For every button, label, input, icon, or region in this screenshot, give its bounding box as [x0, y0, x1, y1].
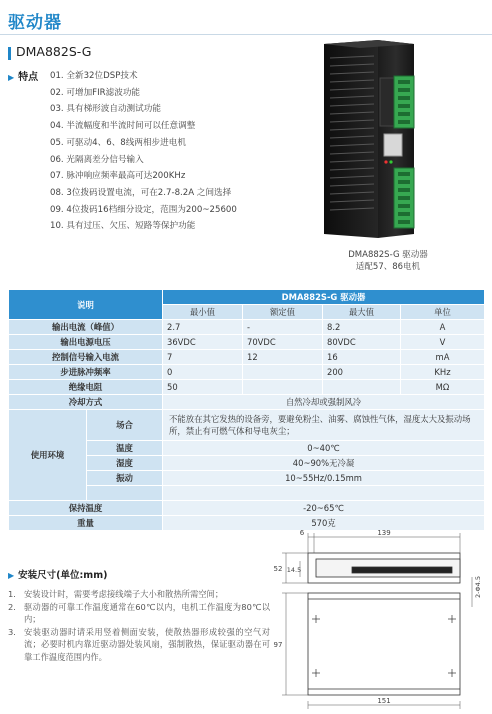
- table-row: [9, 501, 485, 516]
- dimension-drawing: [272, 527, 488, 709]
- row-label: 输出电流（峰值）: [9, 320, 163, 335]
- row-label: 绝缘电阻: [9, 380, 163, 395]
- dim-hole: 2-Φ4.5: [474, 576, 482, 598]
- env-value-spacer: [163, 486, 485, 501]
- cell-max: 200: [323, 365, 401, 380]
- cell-rated: 70VDC: [243, 335, 323, 350]
- feature-item: 05. 可驱动4、6、8线两相步进电机: [50, 137, 186, 148]
- table-row: [9, 365, 485, 380]
- cell-unit: mA: [401, 350, 485, 365]
- feature-item: 06. 光隔离差分信号输入: [50, 154, 144, 165]
- cell-max: [323, 380, 401, 395]
- row-label: 控制信号输入电流: [9, 350, 163, 365]
- feature-item: 08. 3位拨码设置电流，可在2.7-8.2A 之间选择: [50, 187, 232, 198]
- row-label-environment: 使用环境: [9, 410, 87, 501]
- env-value-humidity: 40~90%无冷凝: [163, 456, 485, 471]
- spec-header-group: DMA882S-G 驱动器: [163, 290, 485, 305]
- spec-header-description: 说明: [9, 290, 163, 320]
- dim-bottom-width: 151: [377, 697, 391, 705]
- env-label-place: 场合: [87, 410, 163, 441]
- cell-unit: KHz: [401, 365, 485, 380]
- env-value-place: 不能放在其它发热的设备旁，要避免粉尘、油雾、腐蚀性气体，湿度太大及振动场所，禁止有可燃气体和导电灰尘；: [163, 410, 485, 441]
- model-marker: [8, 47, 11, 60]
- env-label-temperature: 温度: [87, 441, 163, 456]
- model-name: DMA882S-G: [16, 44, 92, 59]
- table-row: [9, 350, 485, 365]
- spec-header-min: 最小值: [163, 305, 243, 320]
- triangle-bullet-icon: ▶: [8, 571, 15, 580]
- env-label-humidity: 湿度: [87, 456, 163, 471]
- cell-min: 36VDC: [163, 335, 243, 350]
- install-title-text: 安装尺寸(单位:mm): [18, 570, 108, 581]
- env-label-spacer: [87, 486, 163, 501]
- feature-item: 03. 具有梯形波自动测试功能: [50, 104, 161, 115]
- cell-unit: A: [401, 320, 485, 335]
- cell-min: 2.7: [163, 320, 243, 335]
- feature-item: 10. 具有过压、欠压、短路等保护功能: [50, 221, 196, 232]
- spec-header-rated: 额定值: [243, 305, 323, 320]
- cell-rated: 12: [243, 350, 323, 365]
- table-row: [9, 410, 485, 441]
- dim-inner-height: 14.5: [286, 566, 302, 574]
- dim-left-offset: 6: [299, 529, 305, 537]
- feature-item: 04. 半流幅度和半流时间可以任意调整: [50, 121, 196, 132]
- driver-product-image: [316, 38, 456, 244]
- cooling-value: 自然冷却或强制风冷: [163, 395, 485, 410]
- note-number: 2.: [8, 601, 16, 612]
- dim-side-height: 52: [273, 565, 283, 573]
- row-label: 步进脉冲频率: [9, 365, 163, 380]
- feature-item: 09. 4位拨码16档细分设定，范围为200~25600: [50, 204, 237, 215]
- triangle-bullet-icon: ▶: [8, 73, 15, 82]
- note-text: 安装设计时，需要考虑接线端子大小和散热所需空间；: [24, 589, 224, 599]
- note-text: 驱动器的可靠工作温度通常在60℃以内，电机工作温度为80℃以内；: [24, 601, 270, 624]
- cell-rated: -: [243, 320, 323, 335]
- cell-rated: [243, 380, 323, 395]
- title-divider: [0, 34, 492, 35]
- spec-table: [8, 289, 485, 531]
- note-number: 3.: [8, 626, 16, 637]
- product-caption-motor: 适配57、86电机: [355, 262, 421, 272]
- feature-item: 02. 可增加FIR滤波功能: [50, 87, 141, 98]
- table-row: [9, 320, 485, 335]
- page-title: 驱动器: [8, 13, 62, 33]
- feature-list: [50, 68, 320, 235]
- env-value-temperature: 0~40℃: [163, 441, 485, 456]
- storage-value: -20~65℃: [163, 501, 485, 516]
- list-item: [8, 601, 270, 626]
- features-label: [8, 68, 38, 83]
- env-label-vibration: 振动: [87, 471, 163, 486]
- spec-header-unit: 单位: [401, 305, 485, 320]
- row-label-storage: 保持温度: [9, 501, 163, 516]
- install-title: [8, 567, 107, 581]
- list-item: [8, 626, 270, 664]
- table-row: [9, 395, 485, 410]
- dim-front-height: 97: [273, 641, 283, 649]
- cell-unit: MΩ: [401, 380, 485, 395]
- cell-unit: V: [401, 335, 485, 350]
- row-label-weight: 重量: [9, 516, 163, 531]
- cell-min: 0: [163, 365, 243, 380]
- feature-item: 07. 脉冲响应频率最高可达200KHz: [50, 171, 186, 182]
- note-text: 安装驱动器时请采用竖着侧面安装，使散热器形成较强的空气对流；必要时机内靠近驱动器处装风扇，强制散热，保证驱动器在可靠工作温度范围内作。: [24, 626, 270, 662]
- cell-min: 7: [163, 350, 243, 365]
- feature-item: 01. 全新32位DSP技术: [50, 71, 138, 81]
- table-row: [9, 380, 485, 395]
- install-notes: [8, 588, 270, 663]
- cell-max: 8.2: [323, 320, 401, 335]
- features-label-text: 特点: [18, 72, 39, 83]
- row-label-cooling: 冷却方式: [9, 395, 163, 410]
- table-row: [9, 335, 485, 350]
- cell-rated: [243, 365, 323, 380]
- spec-header-max: 最大值: [323, 305, 401, 320]
- note-number: 1.: [8, 589, 16, 599]
- dim-top-width: 139: [377, 529, 391, 537]
- row-label: 输出电源电压: [9, 335, 163, 350]
- spec-table-container: [8, 289, 484, 531]
- list-item: [8, 588, 270, 601]
- env-value-vibration: 10~55Hz/0.15mm: [163, 471, 485, 486]
- cell-max: 16: [323, 350, 401, 365]
- weight-value: 570克: [163, 516, 485, 531]
- cell-max: 80VDC: [323, 335, 401, 350]
- product-caption-model: DMA882S-G 驱动器: [348, 250, 428, 260]
- cell-min: 50: [163, 380, 243, 395]
